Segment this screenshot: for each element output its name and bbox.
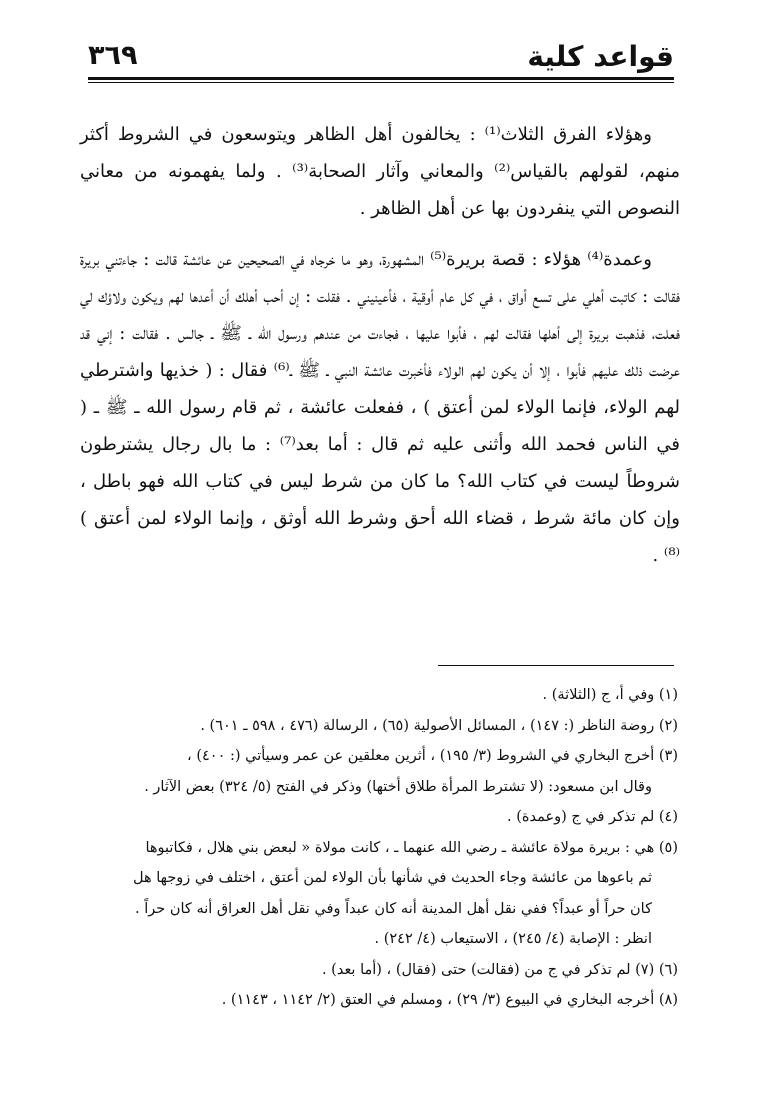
paragraph: وعمدة⁽⁴⁾ هؤلاء : قصة بريرة⁽⁵⁾ المشهورة، وهو ما خرجاه في الصحيحين عن عائشة قالت : جاءتني بريرة فقالت : كاتبت أهلي على تسع أواق ، في كل عام أوقية ، فأعينيني . فقلت : إن أحب أهلك أن أعدها لهم ويكون ولاؤك لي فعلت، فذهبت بريرة إلى أهلها فقالت لهم ، فأبوا عليها ، فجاءت من عندهم ورسول الله ـ ﷺ ـ جالس . فقالت : إني قد عرضت ذلك عليهم فأبوا ، إلا أن يكون لهم الولاء فأخبرت عائشة النبي ـ ﷺ ـ⁽⁶⁾ فقال : ( خذيها واشترطي لهم الولاء، فإنما الولاء لمن أعتق ) ، ففعلت عائشة ، ثم قام رسول الله ـ ﷺ ـ ( في الناس فحمد الله وأثنى عليه ثم قال : أما بعد⁽⁷⁾ : ما بال رجال يشترطون شروطاً ليست في كتاب الله؟ ما كان من شرط ليس في كتاب الله فهو باطل ، وإن كان مائة شرط ، قضاء الله أحق وشرط الله أوثق ، وإنما الولاء لمن أعتق ) ⁽⁸⁾ . <box>80 249 681 566</box>
footnote-continuation: كان حراً أو عبداً؟ ففي نقل أهل المدينة أنه كان عبداً وفي نقل أهل العراق أنه كان حراً . <box>135 900 652 917</box>
header-rule-thick <box>88 77 674 80</box>
main-text <box>80 116 680 574</box>
footnote: (٣) أخرج البخاري في الشروط (٣/ ١٩٥) ، أثرين معلقين عن عمر وسيأتي (: ٤٠٠) ، <box>187 748 678 764</box>
footnotes <box>88 680 678 1016</box>
running-title: قواعد كلية <box>527 40 674 73</box>
footnote-continuation: ثم باعوها من عائشة وجاء الحديث في شأنها بأن الولاء لمن أعتق ، اختلف في زوجها هل <box>132 870 652 886</box>
footnote-continuation: انظر : الإصابة (٤/ ٢٤٥) ، الاستيعاب (٤/ ٢٤٢) . <box>374 931 652 947</box>
footnote-separator <box>438 665 674 666</box>
footnote: (٢) روضة الناظر (: ١٤٧) ، المسائل الأصولية (٦٥) ، الرسالة (٤٧٦ ، ٥٩٨ ـ ٦٠١) . <box>200 717 678 734</box>
page-header <box>88 36 674 86</box>
footnote: (١) وفي أ، ج (الثلاثة) . <box>542 687 678 703</box>
footnote: (٥) هي : بريرة مولاة عائشة ـ رضي الله عنهما ـ ، كانت مولاة « لبعض بني هلال ، فكاتبوها <box>145 839 678 856</box>
footnote: (٤) لم تذكر في ج (وعمدة) . <box>507 809 678 825</box>
page-number: ٣٦٩ <box>88 40 138 71</box>
footnote: (٦) (٧) لم تذكر في ج من (فقالت) حتى (فقال) ، (أما بعد) . <box>321 961 678 978</box>
footnote-continuation: وقال ابن مسعود: (لا تشترط المرأة طلاق أختها) وذكر في الفتح (٥/ ٣٢٤) بعض الآثار . <box>144 778 652 795</box>
paragraph: وهؤلاء الفرق الثلاث⁽¹⁾ : يخالفون أهل الظاهر ويتوسعون في الشروط أكثر منهم، لقولهم بالقياس⁽²⁾ والمعاني وآثار الصحابة⁽³⁾ . ولما يفهمونه من معاني النصوص التي ينفردون بها عن أهل الظاهر . <box>80 124 680 219</box>
header-rule-thin <box>88 82 674 83</box>
footnote: (٨) أخرجه البخاري في البيوع (٣/ ٢٩) ، ومسلم في العتق (٢/ ١١٤٢ ، ١١٤٣) . <box>221 992 678 1008</box>
